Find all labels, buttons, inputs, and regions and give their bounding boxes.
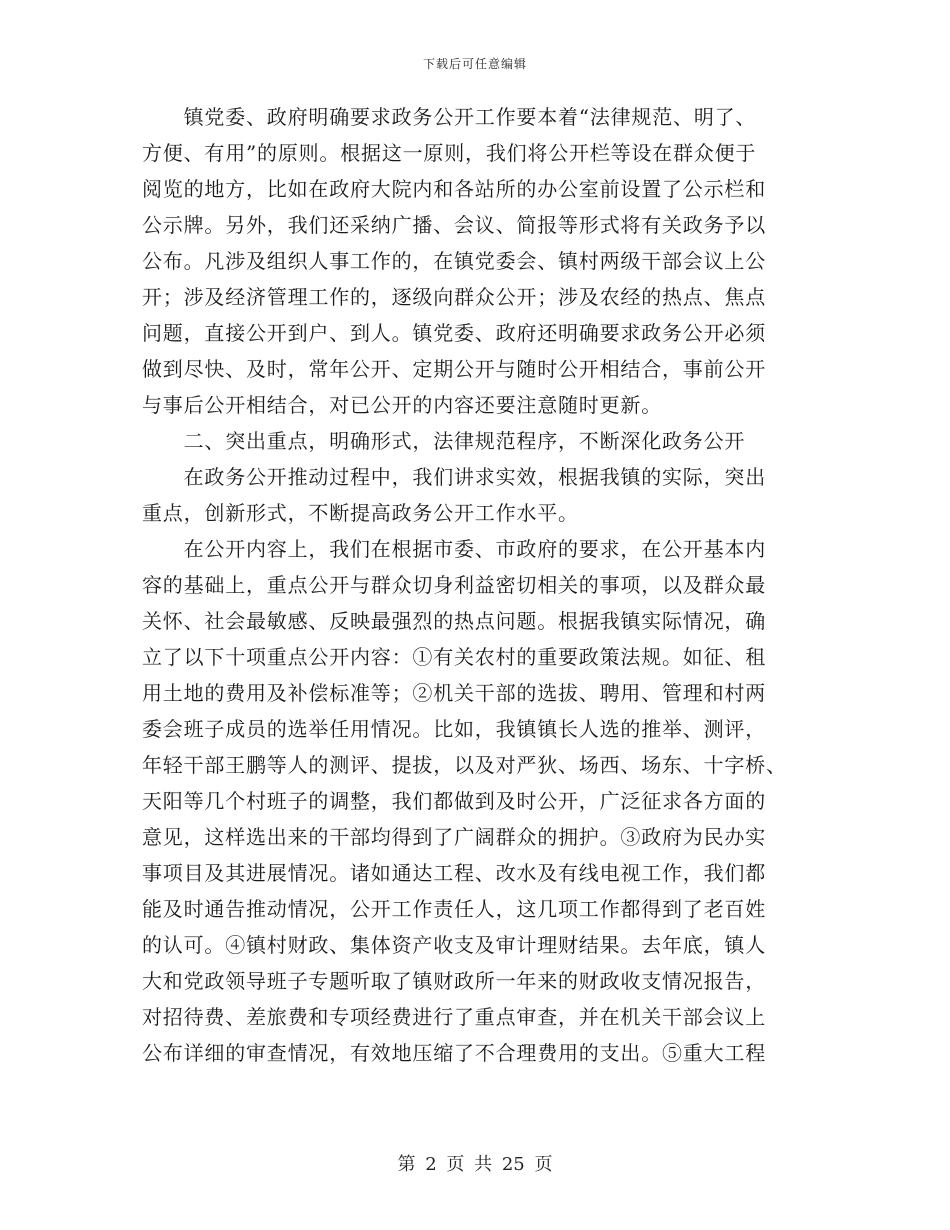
page-header: 下载后可任意编辑 [422, 57, 527, 71]
text-line: 年轻干部王鹏等人的测评、提拔，以及对严狄、场西、场东、十字桥、 [142, 753, 787, 777]
text-line: 公示牌。另外，我们还采纳广播、会议、简报等形式将有关政务予以 [142, 213, 766, 237]
text-line: 问题，直接公开到户、到人。镇党委、政府还明确要求政务公开必须 [142, 321, 766, 345]
text-line: 关怀、社会最敏感、反映最强烈的热点问题。根据我镇实际情况，确 [142, 609, 766, 633]
text-line: 阅览的地方，比如在政府大院内和各站所的办公室前设置了公示栏和 [142, 177, 766, 201]
text-line: 在政务公开推动过程中，我们讲求实效，根据我镇的实际，突出 [142, 465, 766, 489]
document-body [142, 99, 814, 1071]
page-number-footer: 第 2 页 共 25 页 [397, 1154, 553, 1175]
text-line: 的认可。④镇村财政、集体资产收支及审计理财结果。去年底，镇人 [142, 933, 766, 957]
text-line: 重点，创新形式，不断提高政务公开工作水平。 [142, 501, 579, 525]
text-line: 事项目及其进展情况。诸如通达工程、改水及有线电视工作，我们都 [142, 861, 766, 885]
text-line: 公布详细的审查情况，有效地压缩了不合理费用的支出。⑤重大工程 [142, 1041, 766, 1065]
text-line: 用土地的费用及补偿标准等；②机关干部的选拔、聘用、管理和村两 [142, 681, 766, 705]
text-line: 对招待费、差旅费和专项经费进行了重点审查，并在机关干部会议上 [142, 1005, 766, 1029]
text-line: 天阳等几个村班子的调整，我们都做到及时公开，广泛征求各方面的 [142, 789, 766, 813]
text-line: 在公开内容上，我们在根据市委、市政府的要求，在公开基本内 [142, 537, 766, 561]
text-line: 能及时通告推动情况，公开工作责任人，这几项工作都得到了老百姓 [142, 897, 766, 921]
text-line: 公布。凡涉及组织人事工作的，在镇党委会、镇村两级干部会议上公 [142, 249, 766, 273]
text-line: 委会班子成员的选举任用情况。比如，我镇镇长人选的推举、测评， [142, 717, 766, 741]
section-heading: 二、突出重点，明确形式，法律规范程序，不断深化政务公开 [142, 429, 746, 453]
text-line: 做到尽快、及时，常年公开、定期公开与随时公开相结合，事前公开 [142, 357, 766, 381]
text-line: 开；涉及经济管理工作的，逐级向群众公开；涉及农经的热点、焦点 [142, 285, 766, 309]
text-line: 立了以下十项重点公开内容：①有关农村的重要政策法规。如征、租 [142, 645, 766, 669]
text-line: 方便、有用”的原则。根据这一原则，我们将公开栏等设在群众便于 [142, 141, 757, 165]
text-line: 镇党委、政府明确要求政务公开工作要本着“法律规范、明了、 [142, 105, 757, 129]
text-line: 与事后公开相结合，对已公开的内容还要注意随时更新。 [142, 393, 662, 417]
text-line: 意见，这样选出来的干部均得到了广阔群众的拥护。③政府为民办实 [142, 825, 766, 849]
text-line: 大和党政领导班子专题听取了镇财政所一年来的财政收支情况报告， [142, 969, 766, 993]
text-line: 容的基础上，重点公开与群众切身利益密切相关的事项，以及群众最 [142, 573, 766, 597]
